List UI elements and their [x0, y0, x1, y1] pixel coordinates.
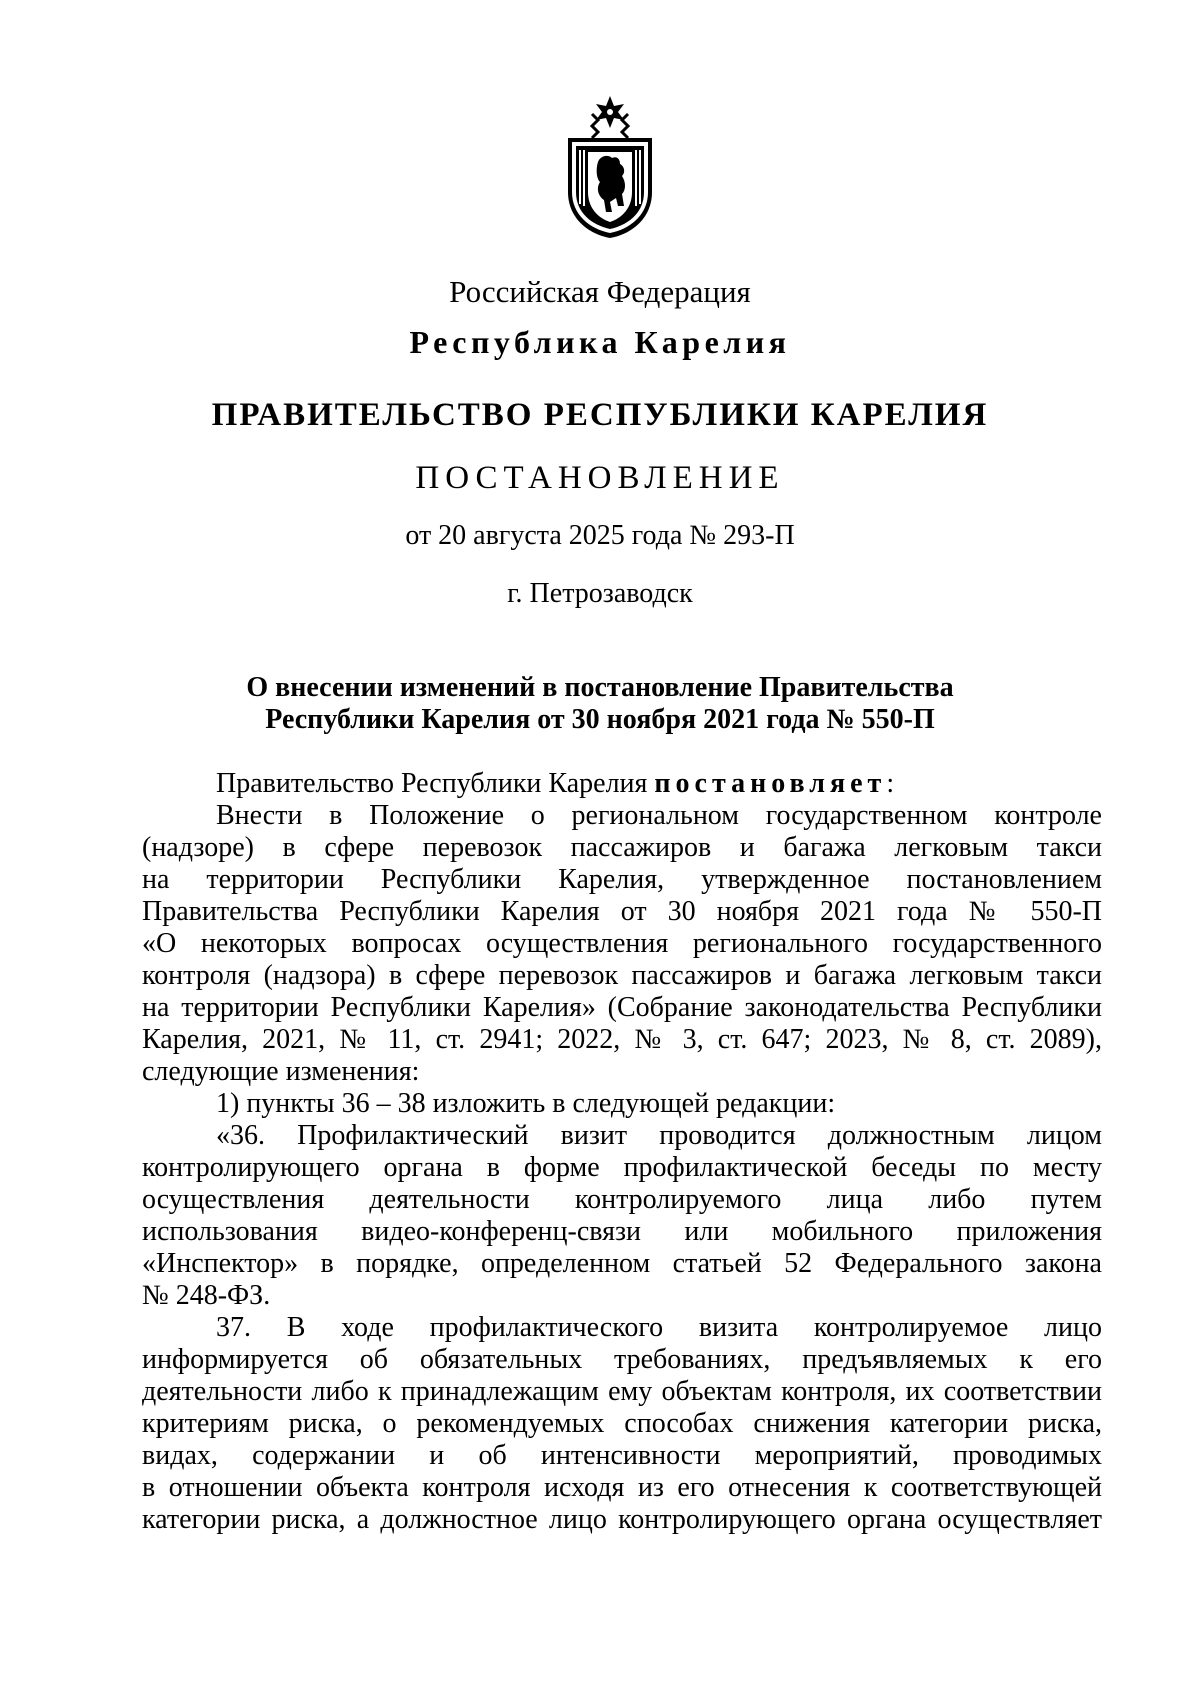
paragraph-line: контроля (надзора) в сфере перевозок пассажиров и багажа легковым такси [142, 960, 1102, 991]
paragraph-item-1: 1) пункты 36 – 38 изложить в следующей редакции: [216, 1088, 836, 1119]
country-name: Российская Федерация [449, 274, 751, 309]
paragraph-line: осуществления деятельности контролируемого лица либо путем [142, 1184, 1102, 1215]
intro-prefix: Правительство Республики Карелия [216, 768, 655, 799]
paragraph-line: видах, содержании и об интенсивности мероприятий, проводимых [142, 1440, 1102, 1471]
title-line: Республики Карелия от 30 ноября 2021 года № 550-П [265, 704, 935, 735]
government-name: ПРАВИТЕЛЬСТВО РЕСПУБЛИКИ КАРЕЛИЯ [211, 397, 989, 433]
paragraph-line: Внести в Положение о региональном государственном контроле [216, 800, 1102, 831]
document-body [142, 768, 1102, 1536]
paragraph-line: «36. Профилактический визит проводится должностным лицом [216, 1120, 1102, 1151]
paragraph-line: Правительства Республики Карелия от 30 ноября 2021 года № 550-П [142, 896, 1102, 927]
paragraph-line: на территории Республики Карелия» (Собрание законодательства Республики [142, 992, 1102, 1023]
paragraph-line: № 248-ФЗ. [142, 1280, 271, 1311]
paragraph-line: Карелия, 2021, № 11, ст. 2941; 2022, № 3, ст. 647; 2023, № 8, ст. 2089), [142, 1024, 1102, 1055]
karelia-coat-of-arms-icon [562, 94, 658, 240]
paragraph-point-36 [142, 1120, 1102, 1312]
document-date-number: от 20 августа 2025 года № 293-П [405, 520, 795, 551]
paragraph-line: деятельности либо к принадлежащим ему объектам контроля, их соответствии [142, 1376, 1102, 1407]
paragraph-line: контролирующего органа в форме профилактической беседы по месту [142, 1152, 1102, 1183]
paragraph-amendment [142, 800, 1102, 1088]
paragraph-point-37 [142, 1312, 1102, 1536]
republic-name: Республика Карелия [409, 324, 791, 360]
paragraph-line: критериям риска, о рекомендуемых способах снижения категории риска, [142, 1408, 1102, 1439]
paragraph-line: следующие изменения: [142, 1056, 420, 1087]
paragraph-line: в отношении объекта контроля исходя из его отнесения к соответствующей [142, 1472, 1102, 1503]
paragraph-line: 37. В ходе профилактического визита контролируемое лицо [216, 1312, 1102, 1343]
paragraph-line: категории риска, а должностное лицо контролирующего органа осуществляет [142, 1504, 1102, 1535]
paragraph-line: использования видео-конференц-связи или мобильного приложения [142, 1216, 1102, 1247]
paragraph-line: (надзоре) в сфере перевозок пассажиров и багажа легковым такси [142, 832, 1102, 863]
intro-emphasis: постановляет [654, 768, 887, 799]
paragraph-line: информируется об обязательных требованиях, предъявляемых к его [142, 1344, 1102, 1375]
document-title [140, 672, 1060, 736]
intro-paragraph [142, 768, 1102, 800]
document-city: г. Петрозаводск [507, 578, 693, 609]
intro-suffix: : [886, 768, 895, 799]
title-line: О внесении изменений в постановление Правительства [246, 672, 954, 703]
paragraph-line: на территории Республики Карелия, утвержденное постановлением [142, 864, 1102, 895]
paragraph-line: «Инспектор» в порядке, определенном статьей 52 Федерального закона [142, 1248, 1102, 1279]
document-type: ПОСТАНОВЛЕНИЕ [415, 460, 785, 496]
paragraph-line: «О некоторых вопросах осуществления регионального государственного [142, 928, 1102, 959]
